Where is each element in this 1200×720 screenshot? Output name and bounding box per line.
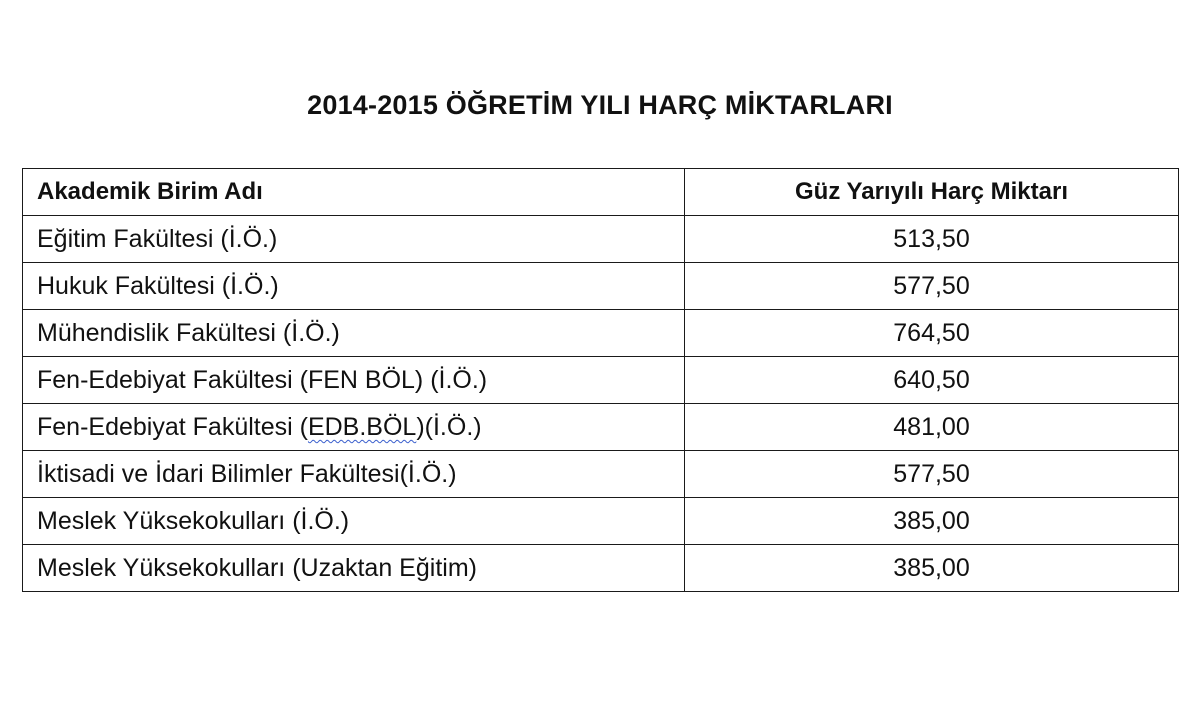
table-row	[23, 404, 1179, 451]
unit-name-prefix: Fen-Edebiyat Fakültesi (	[37, 413, 308, 441]
unit-name-cell: Eğitim Fakültesi (İ.Ö.)	[23, 216, 685, 263]
document-title: 2014-2015 ÖĞRETİM YILI HARÇ MİKTARLARI	[307, 90, 893, 120]
table-row	[23, 357, 1179, 404]
table-row	[23, 310, 1179, 357]
fee-cell: 481,00	[685, 404, 1179, 451]
fee-cell: 513,50	[685, 216, 1179, 263]
table-header-row	[23, 169, 1179, 216]
table-row	[23, 216, 1179, 263]
fee-cell: 577,50	[685, 451, 1179, 498]
unit-name-cell: İktisadi ve İdari Bilimler Fakültesi(İ.Ö.)	[23, 451, 685, 498]
table-row	[23, 263, 1179, 310]
fee-cell: 764,50	[685, 310, 1179, 357]
unit-name-cell: Mühendislik Fakültesi (İ.Ö.)	[23, 310, 685, 357]
unit-name-cell: Meslek Yüksekokulları (Uzaktan Eğitim)	[23, 545, 685, 592]
table-row	[23, 545, 1179, 592]
fee-table	[22, 168, 1179, 592]
unit-name-cell: Hukuk Fakültesi (İ.Ö.)	[23, 263, 685, 310]
fee-cell: 385,00	[685, 498, 1179, 545]
unit-name-cell: Meslek Yüksekokulları (İ.Ö.)	[23, 498, 685, 545]
fee-cell: 385,00	[685, 545, 1179, 592]
fee-cell: 640,50	[685, 357, 1179, 404]
table-row	[23, 451, 1179, 498]
spellcheck-marked-text: EDB.BÖL	[307, 413, 417, 441]
unit-name-cell	[23, 404, 685, 451]
unit-name-cell: Fen-Edebiyat Fakültesi (FEN BÖL) (İ.Ö.)	[23, 357, 685, 404]
column-header-fall-fee: Güz Yarıyılı Harç Miktarı	[685, 169, 1179, 216]
table-row	[23, 498, 1179, 545]
fee-cell: 577,50	[685, 263, 1179, 310]
column-header-unit-name: Akademik Birim Adı	[23, 169, 685, 216]
unit-name-suffix: )(İ.Ö.)	[416, 413, 482, 441]
